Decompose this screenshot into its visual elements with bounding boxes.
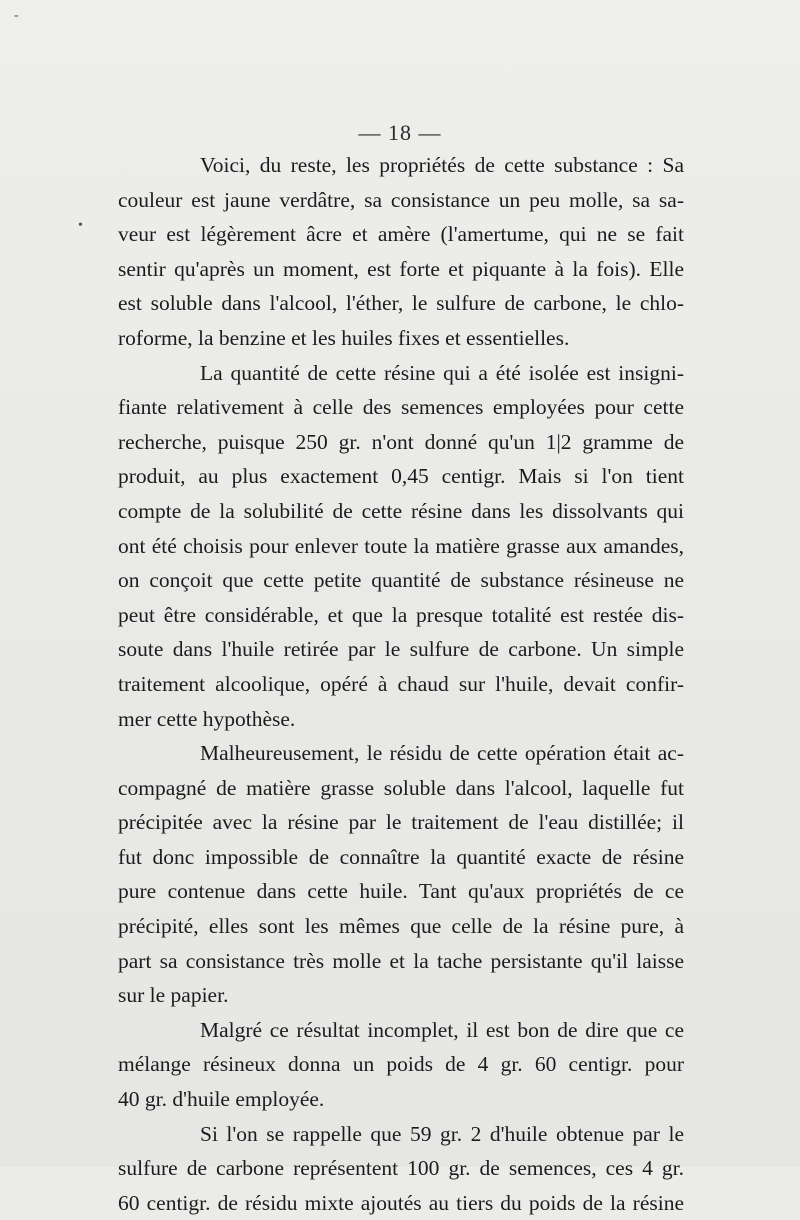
- text-line: ont été choisis pour enlever toute la matière grasse aux amandes,: [118, 533, 684, 558]
- text-line: veur est légèrement âcre et amère (l'amertume, qui ne se fait: [118, 222, 684, 247]
- text-line: soute dans l'huile retirée par le sulfure de carbone. Un simple: [118, 637, 684, 662]
- text-line: 60 centigr. de résidu mixte ajoutés au tiers du poids de la résine: [118, 1190, 684, 1215]
- text-line: on conçoit que cette petite quantité de substance résineuse ne: [118, 568, 684, 593]
- text-line: traitement alcoolique, opéré à chaud sur l'huile, devait confir-: [118, 671, 684, 696]
- paragraph-2: [118, 356, 684, 737]
- text-line: peut être considérable, et que la presque totalité est restée dis-: [118, 602, 684, 627]
- text-line: sulfure de carbone représentent 100 gr. de semences, ces 4 gr.: [118, 1156, 684, 1181]
- text-line: Malgré ce résultat incomplet, il est bon de dire que ce: [200, 1017, 684, 1042]
- paragraph-3: [118, 736, 684, 1013]
- text-line: mélange résineux donna un poids de 4 gr. 60 centigr. pour: [118, 1052, 684, 1077]
- text-line: sentir qu'après un moment, est forte et piquante à la fois). Elle: [118, 256, 684, 281]
- margin-bullet-mark: •: [78, 218, 83, 233]
- text-line: compagné de matière grasse soluble dans l'alcool, laquelle fut: [118, 775, 684, 800]
- page-number: — 18 —: [358, 120, 442, 145]
- text-line: fut donc impossible de connaître la quantité exacte de résine: [118, 844, 684, 869]
- paragraph-1: [118, 148, 684, 356]
- margin-dash-mark: -: [14, 8, 19, 23]
- text-line: précipitée avec la résine par le traitement de l'eau distillée; il: [118, 810, 684, 835]
- text-line: Si l'on se rappelle que 59 gr. 2 d'huile obtenue par le: [200, 1121, 684, 1146]
- paragraph-5: [118, 1117, 684, 1220]
- text-line: 40 gr. d'huile employée.: [118, 1087, 325, 1112]
- text-line: recherche, puisque 250 gr. n'ont donné qu'un 1|2 gramme de: [118, 429, 684, 454]
- text-line: produit, au plus exactement 0,45 centigr. Mais si l'on tient: [118, 464, 684, 489]
- text-line: La quantité de cette résine qui a été isolée est insigni-: [200, 360, 684, 385]
- text-line: part sa consistance très molle et la tache persistante qu'il laisse: [118, 948, 684, 973]
- text-line: compte de la solubilité de cette résine dans les dissolvants qui: [118, 498, 684, 523]
- text-line: pure contenue dans cette huile. Tant qu'aux propriétés de ce: [118, 879, 684, 904]
- text-line: mer cette hypothèse.: [118, 706, 296, 731]
- text-line: est soluble dans l'alcool, l'éther, le sulfure de carbone, le chlo-: [118, 291, 684, 316]
- text-line: Voici, du reste, les propriétés de cette substance : Sa: [200, 153, 684, 177]
- paragraph-4: [118, 1013, 684, 1117]
- text-line: Malheureusement, le résidu de cette opération était ac-: [200, 741, 684, 766]
- text-line: roforme, la benzine et les huiles fixes et essentielles.: [118, 325, 570, 350]
- body-text: [118, 148, 684, 1220]
- text-line: fiante relativement à celle des semences employées pour cette: [118, 395, 684, 420]
- text-line: précipité, elles sont les mêmes que celle de la résine pure, à: [118, 914, 684, 939]
- text-line: sur le papier.: [118, 983, 229, 1008]
- text-line: couleur est jaune verdâtre, sa consistance un peu molle, sa sa-: [118, 187, 684, 212]
